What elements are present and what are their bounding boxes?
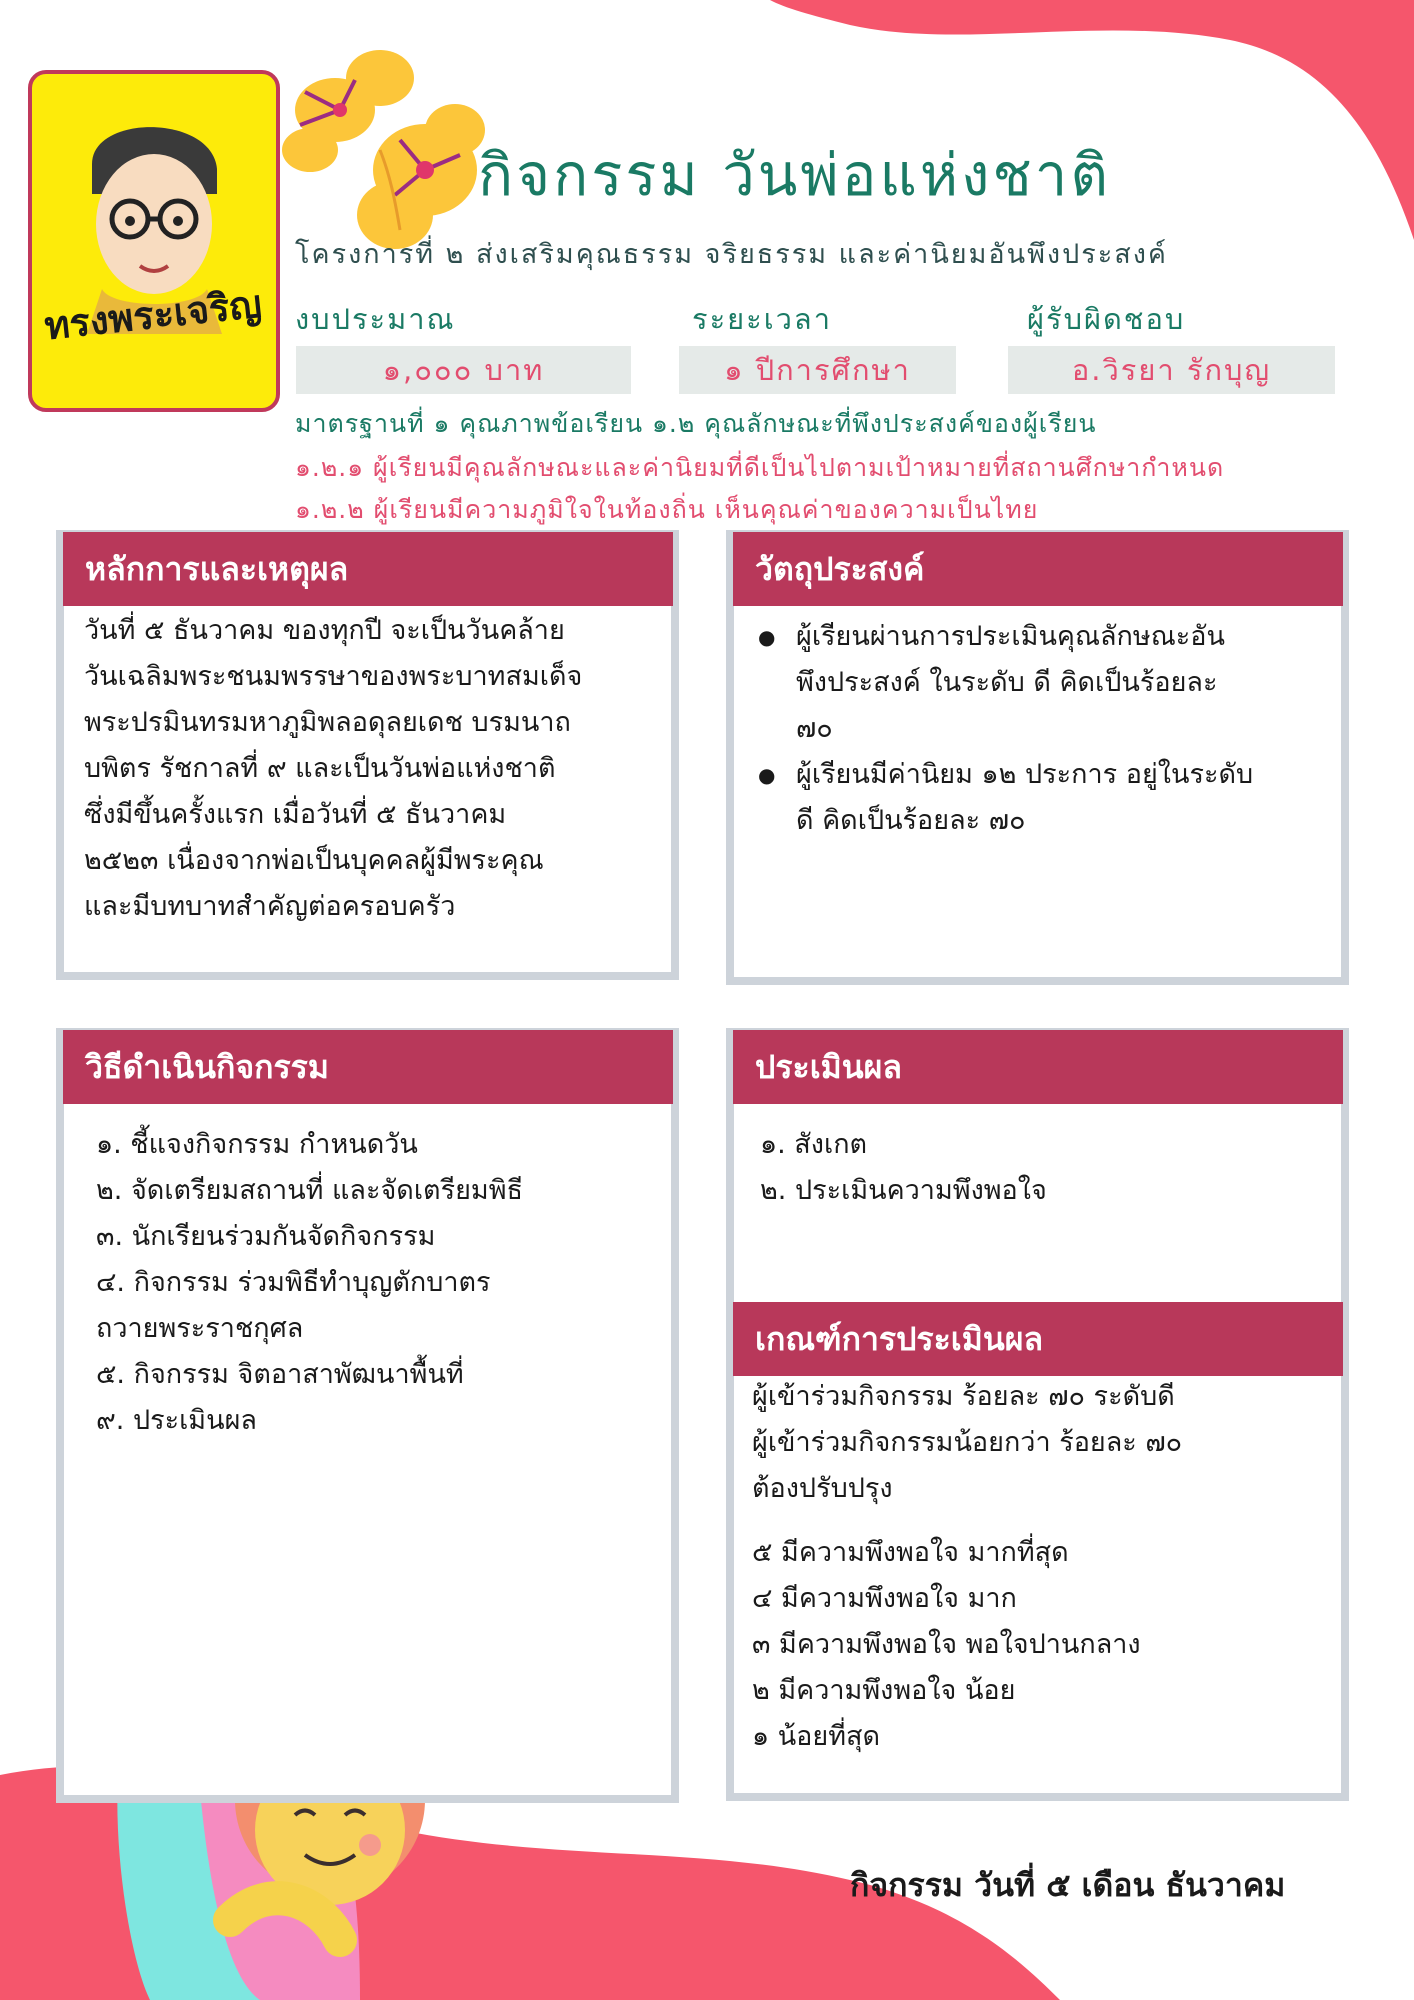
procedure-step: ๕. กิจกรรม จิตอาสาพัฒนาพื้นที่ [96, 1359, 464, 1390]
rationale-line: วันเฉลิมพระชนมพรรษาของพระบาทสมเด็จ [84, 661, 583, 692]
evaluation-item: ๑. สังเกต [760, 1129, 868, 1160]
owner-label: ผู้รับผิดชอบ [1027, 302, 1186, 336]
rationale-line: พระปรมินทรมหาภูมิพลอดุลยเดช บรมนาถ [84, 707, 571, 738]
procedure-step: ๙. ประเมินผล [96, 1405, 257, 1436]
portrait-illustration [32, 74, 276, 408]
king-portrait [28, 70, 280, 412]
page-title: กิจกรรม วันพ่อแห่งชาติ [478, 141, 1112, 209]
procedure-step: ๔. กิจกรรม ร่วมพิธีทำบุญตักบาตร [96, 1267, 491, 1298]
criteria-text [752, 1374, 1182, 1512]
evaluation-item: ๒. ประเมินความพึงพอใจ [760, 1175, 1047, 1206]
procedure-step: ๓. นักเรียนร่วมกันจัดกิจกรรม [96, 1221, 436, 1252]
procedure-step: ถวายพระราชกุศล [96, 1313, 304, 1344]
objective-item [758, 752, 1253, 844]
objective-line: ● ผู้เรียนมีค่านิยม ๑๒ ประการ อยู่ในระดับ [796, 759, 1254, 790]
standard-line-2: ๑.๒.๑ ผู้เรียนมีคุณลักษณะและค่านิยมที่ดีเป็นไปตามเป้าหมายที่สถานศึกษากำหนด [295, 453, 1225, 482]
objectives-heading: วัตถุประสงค์ [733, 532, 1343, 606]
budget-label: งบประมาณ [295, 302, 456, 336]
rationale-heading: หลักการและเหตุผล [63, 532, 673, 606]
standard-line-1: มาตรฐานที่ ๑ คุณภาพข้อเรียน ๑.๒ คุณลักษณะที่พึงประสงค์ของผู้เรียน [295, 409, 1097, 438]
scale-item: ๒ มีความพึงพอใจ น้อย [752, 1675, 1016, 1706]
objective-line: ● ผู้เรียนผ่านการประเมินคุณลักษณะอัน [796, 621, 1225, 652]
rationale-line: วันที่ ๕ ธันวาคม ของทุกปี จะเป็นวันคล้าย [84, 615, 565, 646]
evaluation-list [760, 1122, 1047, 1214]
scale-item: ๔ มีความพึงพอใจ มาก [752, 1583, 1017, 1614]
objectives-list [758, 614, 1253, 844]
flower-illustration [282, 50, 485, 249]
rationale-line: และมีบทบาทสำคัญต่อครอบครัว [84, 891, 456, 922]
objective-line: พึงประสงค์ ในระดับ ดี คิดเป็นร้อยละ [796, 667, 1218, 698]
objective-line: ๗๐ [796, 713, 833, 744]
procedure-heading: วิธีดำเนินกิจกรรม [63, 1030, 673, 1104]
standard-line-3: ๑.๒.๒ ผู้เรียนมีความภูมิใจในท้องถิ่น เห็นคุณค่าของความเป็นไทย [295, 495, 1039, 524]
satisfaction-scale [752, 1530, 1141, 1760]
scale-item: ๕ มีความพึงพอใจ มากที่สุด [752, 1537, 1069, 1568]
duration-label: ระยะเวลา [692, 302, 832, 336]
rationale-text [84, 608, 582, 930]
owner-value: อ.วิรยา รักบุญ [1008, 346, 1335, 394]
objective-line: ดี คิดเป็นร้อยละ ๗๐ [796, 805, 1026, 836]
procedure-step: ๑. ชี้แจงกิจกรรม กำหนดวัน [96, 1129, 418, 1160]
rationale-line: ซึ่งมีขึ้นครั้งแรก เมื่อวันที่ ๕ ธันวาคม [84, 799, 507, 830]
criteria-line: ต้องปรับปรุง [752, 1473, 893, 1504]
criteria-heading: เกณฑ์การประเมินผล [733, 1302, 1343, 1376]
footer-date: กิจกรรม วันที่ ๕ เดือน ธันวาคม [850, 1866, 1286, 1904]
project-subtitle: โครงการที่ ๒ ส่งเสริมคุณธรรม จริยธรรม และค่านิยมอันพึงประสงค์ [295, 239, 1168, 270]
rationale-line: ๒๕๒๓ เนื่องจากพ่อเป็นบุคคลผู้มีพระคุณ [84, 845, 544, 876]
criteria-line: ผู้เข้าร่วมกิจกรรมน้อยกว่า ร้อยละ ๗๐ [752, 1427, 1183, 1458]
portrait-caption: ทรงพระเจริญ [42, 280, 264, 349]
budget-value: ๑,๐๐๐ บาท [296, 346, 631, 394]
rationale-line: บพิตร รัชกาลที่ ๙ และเป็นวันพ่อแห่งชาติ [84, 753, 556, 784]
evaluation-heading: ประเมินผล [733, 1030, 1343, 1104]
objective-item [758, 614, 1253, 752]
duration-value: ๑ ปีการศึกษา [679, 346, 956, 394]
criteria-line: ผู้เข้าร่วมกิจกรรม ร้อยละ ๗๐ ระดับดี [752, 1381, 1175, 1412]
scale-item: ๓ มีความพึงพอใจ พอใจปานกลาง [752, 1629, 1141, 1660]
procedure-step: ๒. จัดเตรียมสถานที่ และจัดเตรียมพิธี [96, 1175, 523, 1206]
scale-item: ๑ น้อยที่สุด [752, 1721, 881, 1752]
procedure-list [96, 1122, 523, 1444]
